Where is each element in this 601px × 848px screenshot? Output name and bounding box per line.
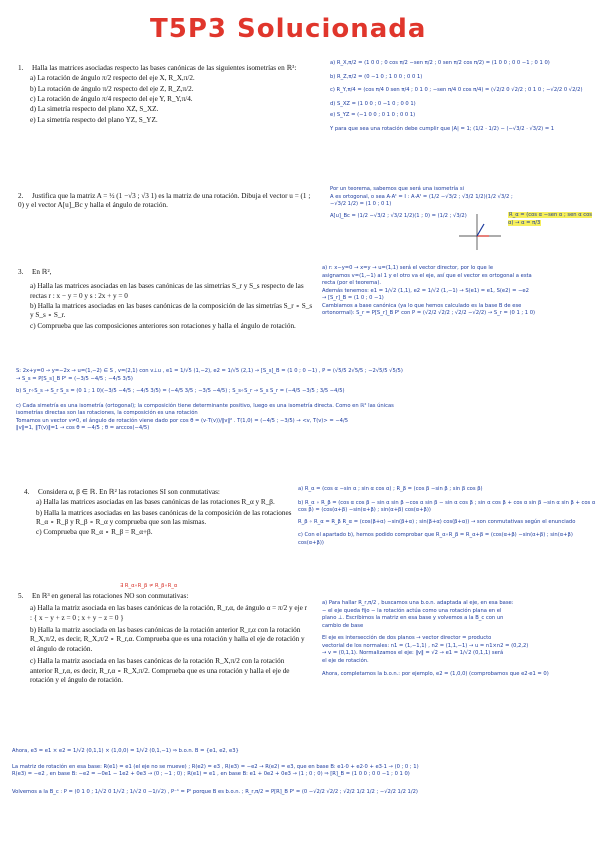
problem-number: 4.	[24, 488, 30, 496]
problem-5-note: ∃ R_α∘R_β ≠ R_β∘R_α	[120, 583, 178, 589]
answer-line: Volvemos a la B_c : P = (0 1 0 ; 1/√2 0 1/√2 ; 1/√2 0 −1/√2) , P⁻¹ = Pᵗ porque B es b.o.n. ; R_r,π/2 = P[R]_B Pᵗ = (0 −√2/2 √2/2 ; √2/2 1/2 1/2 ; −√2/2 1/2 1/2)	[12, 788, 418, 795]
problem-stem: Considera α, β ∈ ℝ. En ℝ² las rotaciones SI son conmutativas:	[38, 488, 220, 496]
problem-item: a) Halla la matriz asociada en las bases canónicas de la rotación, R_r,α, de ángulo α = π/2 y eje r : { x − y + z = 0 ; x + y − z = 0 }	[30, 604, 307, 622]
answer-line: a) R_X,π/2 = (1 0 0 ; 0 cos π/2 −sen π/2 ; 0 sen π/2 cos π/2) = (1 0 0 ; 0 0 −1 ; 0 1 0)	[330, 60, 550, 66]
answer-line: Ahora, e3 = e1 × e2 = 1/√2 (0,1,1) × (1,0,0) = 1/√2 (0,1,−1) ⇒ b.o.n. B = {e1, e2, e3}	[12, 748, 239, 754]
vector-diagram	[455, 212, 505, 252]
answer-line: b) R_Z,π/2 = (0 −1 0 ; 1 0 0 ; 0 0 1)	[330, 73, 423, 80]
vector-au	[477, 224, 484, 236]
answer-line: Tomamos un vector v≠0, el ángulo de rotación viene dado por cos θ = (v·T(v))/‖v‖² . T(1,0) = (−4/5 ; −3/5) → <v, T(v)> = −4/5	[16, 417, 349, 424]
answer-line: a) R_α = (cos α −sin α ; sin α cos α) ; R_β = (cos β −sin β ; sin β cos β)	[298, 486, 483, 492]
answer-line: d) S_XZ = (1 0 0 ; 0 −1 0 ; 0 0 1)	[330, 100, 416, 107]
answer-line: R(e3) = −e2 , en base B: −e2 = −0e1 − 1e2 + 0e3 → (0 ; −1 ; 0) ; R(e1) = e1 , en base B: e1 + 0e2 + 0e3 → (1 ; 0 ; 0) ⇒ [R]_B = (1 0 0 ; 0 0 −1 ; 0 1 0)	[12, 771, 410, 778]
problem-item: e) La simetría respecto del plano YZ, S_YZ.	[30, 115, 158, 124]
answer-line: Por un teorema, sabemos que será una isometría si	[330, 186, 465, 192]
answer-line: A[u]_Bc = (1/2 −√3/2 ; √3/2 1/2)(1 ; 0) = (1/2 ; √3/2)	[330, 212, 467, 219]
answer-line: − el eje queda fijo − la rotación actúa como una rotación plana en el	[322, 607, 502, 614]
problem-stem: Justifica que la matriz A = ½ (1 −√3 ; √3 1) es la matriz de una rotación. Dibuja el vector u = (1 ; 0) y el vector A[u]_Bc y halla el ángulo de rotación.	[18, 192, 311, 210]
answer-line: R_β ∘ R_α = R_β R_α = (cos(β+α) −sin(β+α) ; sin(β+α) cos(β+α)) → son conmutativas según el enunciado	[298, 518, 576, 525]
problem-stem: En ℝ²,	[32, 268, 52, 276]
page-title: T5P3 Solucionada	[150, 14, 427, 44]
problem-item: c) La rotación de ángulo π/4 respecto del eje Y, R_Y,π/4.	[30, 95, 193, 104]
answer-5-bottom	[12, 748, 592, 796]
answer-line: ‖v‖=1, ‖T(v)‖=1 → cos θ = −4/5 ; θ = arccos(−4/5)	[16, 425, 150, 432]
answer-line: → S_s = P[S_s]_B Pᵗ = (−3/5 −4/5 ; −4/5 3/5)	[16, 375, 133, 382]
answer-line: Y para que sea una rotación debe cumplir que |A| = 1; (1/2 · 1/2) − (−√3/2 · √3/2) = 1	[330, 125, 555, 132]
problem-item: c) Comprueba que R_α ∘ R_β = R_α+β.	[36, 528, 153, 537]
answer-line: b) R_α ∘ R_β = (cos α cos β − sin α sin β −cos α sin β − sin α cos β ; sin α cos β + cos α sin β −sin α sin β + cos α cos β) = (cos(α+β) −sin(α+β) ; sin(α+β) cos(α+β))	[298, 499, 596, 514]
problem-item: c) Comprueba que las composiciones anteriores son rotaciones y halla el ángulo de rotación.	[30, 321, 296, 330]
answer-line: ortonormal): S_r = P[S_r]_B Pᵗ con P = (√2/2 √2/2 ; √2/2 −√2/2) → S_r = (0 1 ; 1 0)	[322, 310, 536, 317]
answer-line: e) S_YZ = (−1 0 0 ; 0 1 0 ; 0 0 1)	[330, 112, 416, 119]
problem-2	[18, 192, 316, 211]
problem-number: 1.	[18, 64, 24, 72]
answer-line: La matriz de rotación en esa base: R(e1) = e1 (el eje no se mueve) ; R(e2) = e3 , R(e3) = −e2 → R(e2) = e3, que en base B: e1·0 + e2·0 + e3·1 → (0 ; 0 ; 1)	[12, 763, 419, 770]
problem-5	[18, 592, 308, 685]
problem-stem: En ℝ³ en general las rotaciones NO son conmutativas:	[32, 592, 189, 600]
answer-line: isometrías directas son las rotaciones, la composición es una rotación	[16, 410, 198, 417]
answer-line: c) Cada simetría es una isometría (ortogonal); la composición tiene determinante positivo, luego es una isometría directa. Como en ℝ² las únicas	[16, 402, 394, 409]
problem-1	[18, 64, 316, 125]
answer-line: asignamos v=(1,−1) al 1 y el otro va el eje, así que el vector es ortogonal a esta	[322, 272, 532, 279]
answer-line: plano ⊥. Escribimos la matriz en esa base y volvemos a la B_c con un	[322, 615, 504, 622]
problem-3	[18, 268, 316, 331]
problem-item: b) Halla la matriz asociada en las bases canónicas de la rotación anterior R_r,α con la rotación R_X,π/2, es decir, R_X,π/2 ∘ R_r,α. Comprueba que es una rotación y halla el eje de rotación y el ángulo de rotación.	[30, 626, 305, 653]
answer-line: Además tenemos: e1 = 1/√2 (1,1), e2 = 1/√2 (1,−1) → S(e1) = e1, S(e2) = −e2	[322, 287, 529, 294]
answer-line: A es ortogonal, o sea A·Aᵗ = I : A·Aᵗ = (1/2 −√3/2 ; √3/2 1/2)(1/2 √3/2 ; −√3/2 1/2) = (1 0 ; 0 1)	[330, 193, 513, 208]
problem-number: 5.	[18, 592, 24, 600]
problem-item: c) Halla la matriz asociada en las bases canónicas de la rotación R_X,π/2 con la rotación anterior R_r,α, es decir, R_r,α ∘ R_X,π/2. Comprueba que es una rotación y halla el eje de rotación y el ángulo de rotación.	[30, 657, 290, 684]
problem-item: b) Halla la matrices asociadas en las bases canónicas de la composición de las simetrías S_r ∘ S_s y S_s ∘ S_r.	[30, 302, 313, 320]
answer-line: c) R_Y,π/4 = (cos π/4 0 sen π/4 ; 0 1 0 ; −sen π/4 0 cos π/4) = (√2/2 0 √2/2 ; 0 1 0 ; −√2/2 0 √2/2)	[330, 87, 583, 94]
highlight: R_α = (cos α −sen α ; sen α cos α) → α = π/3	[508, 212, 593, 226]
answer-line: → [S_r]_B = (1 0 ; 0 −1)	[322, 295, 384, 302]
problem-number: 3.	[18, 268, 24, 276]
answer-2-rotation	[508, 212, 596, 227]
answer-line: cambio de base	[322, 622, 364, 629]
answer-1	[330, 60, 592, 133]
answer-3a	[322, 265, 594, 318]
answer-line: c) Con el apartado b), hemos podido comprobar que R_α∘R_β = R_α+β = (cos(α+β) −sin(α+β) ; sin(α+β) cos(α+β))	[298, 532, 573, 546]
answer-line: → v = (0,1,1). Normalizamos el eje: ‖v‖ = √2 → e1 = 1/√2 (0,1,1) será	[322, 650, 504, 657]
answer-line: b) S_r∘S_s → S_r S_s = (0 1 ; 1 0)(−3/5 −4/5 ; −4/5 3/5) = (−4/5 3/5 ; −3/5 −4/5) ; S_s∘S_r → S_s S_r = (−4/5 −3/5 ; 3/5 −4/5)	[16, 388, 345, 395]
problem-item: d) La simetría respecto del plano XZ, S_XZ.	[30, 105, 159, 114]
answer-3-wide	[16, 368, 586, 433]
problem-4	[24, 488, 294, 538]
problem-item: a) Halla las matrices asociadas en las bases canónicas de las rotaciones R_α y R_β.	[36, 498, 275, 507]
problem-item: b) Halla la matrices asociadas en las bases canónicas de la composición de las rotaciones R_α ∘ R_β y R_β ∘ R_α y comprueba que son las mismas.	[36, 508, 292, 527]
answer-line: a) Para hallar R_r,π/2 , buscamos una b.o.n. adaptada al eje, en esa base:	[322, 600, 514, 606]
answer-4	[298, 486, 596, 547]
answer-5	[322, 600, 594, 679]
answer-line: El eje es intersección de dos planos → vector director = producto	[322, 635, 492, 642]
problem-item: a) Halla las matrices asociadas en las bases canónicas de las simetrías S_r y S_s respecto de las rectas r : x − y = 0 y s : 2x + y = 0	[30, 282, 304, 300]
problem-item: a) La rotación de ángulo π/2 respecto del eje X, R_X,π/2.	[30, 74, 195, 83]
answer-line: Cambiamos a base canónica (ya lo que hemos calculado es la base B de ese	[322, 302, 522, 309]
answer-line: S: 2x+y=0 → y=−2x → u=(1,−2) ∈ S , v=(2,1) con v⊥u , e1 = 1/√5 (1,−2), e2 = 1/√5 (2,1) → [S_s]_B = (1 0 ; 0 −1) , P = (√5/5 2√5/5 ; −2√5/5 √5/5)	[16, 368, 403, 374]
answer-line: vectorial de los normales: n1 = (1,−1,1) , n2 = (1,1,−1) → u = n1×n2 = (0,2,2)	[322, 642, 529, 649]
answer-line: Ahora, completamos la b.o.n.: por ejemplo, e2 = (1,0,0) (comprobamos que e2·e1 = 0)	[322, 671, 549, 678]
problem-item: b) La rotación de ángulo π/2 respecto del eje Z, R_Z,π/2.	[30, 84, 194, 93]
answer-line: el eje de rotación.	[322, 657, 369, 664]
problem-number: 2.	[18, 192, 24, 200]
answer-line: a) r: x−y=0 → x=y → u=(1,1) será el vector director, por lo que le	[322, 265, 494, 271]
answer-line: recta (por el teorema).	[322, 280, 381, 287]
problem-stem: Halla las matrices asociadas respecto las bases canónicas de las siguientes isometrías en ℝ³:	[32, 64, 297, 72]
